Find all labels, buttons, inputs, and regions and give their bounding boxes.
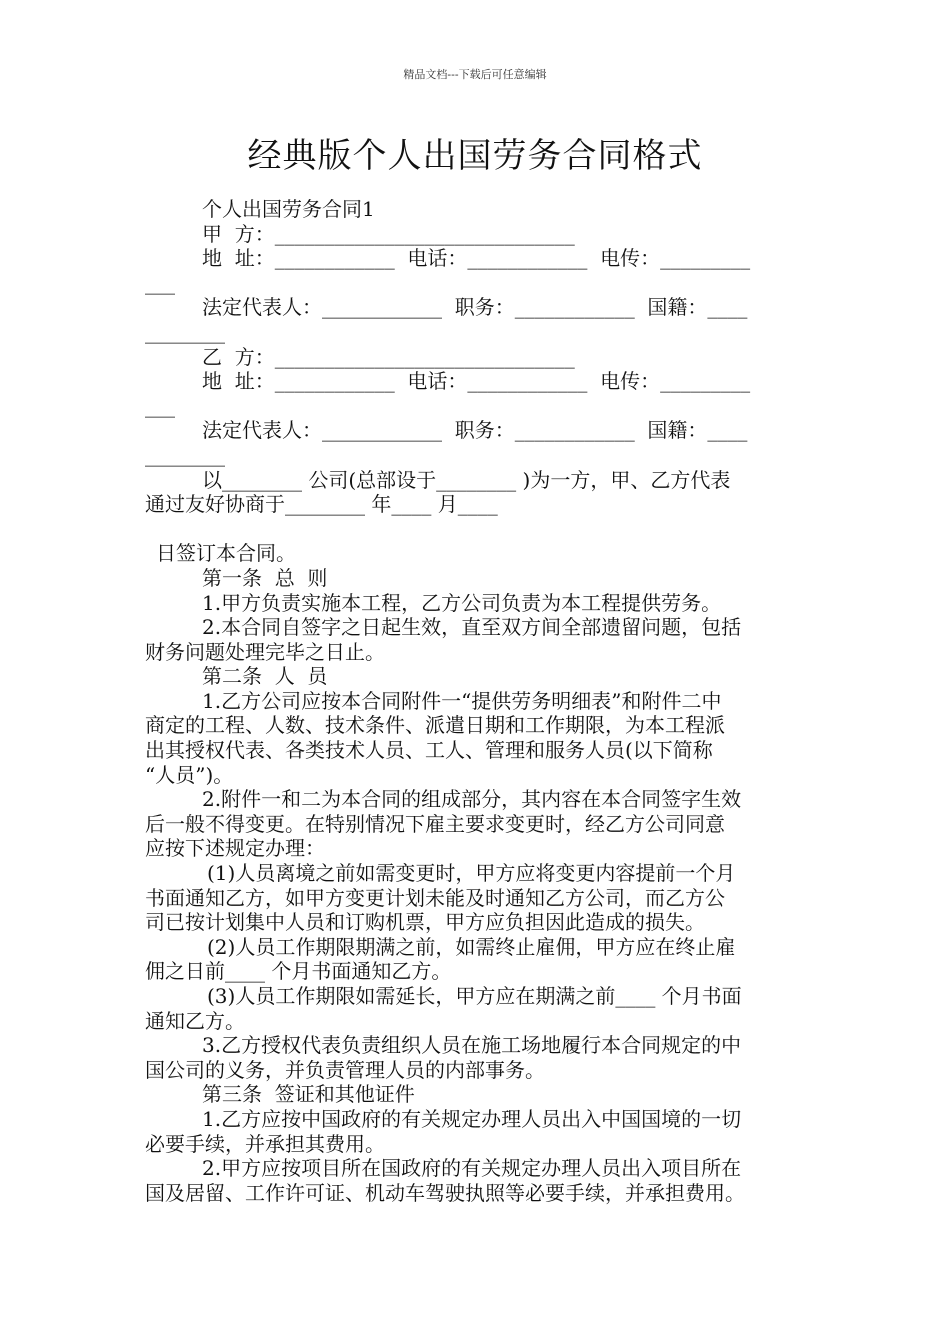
party-a-rep-cont: ________ — [145, 319, 225, 344]
article-2-clause-3: 3.乙方授权代表负责组织人员在施工场地履行本合同规定的中 — [202, 1033, 742, 1058]
party-a-line: 甲 方：______________________________ — [202, 221, 575, 246]
article-1-heading: 第一条 总 则 — [202, 565, 328, 590]
article-2-item-1: (1)人员离境之前如需变更时，甲方应将变更内容提前一个月 — [207, 861, 736, 886]
article-2-clause-1-cont: 出其授权代表、各类技术人员、工人、管理和服务人员(以下简称 — [145, 738, 713, 763]
party-b-rep-line: 法定代表人：____________ 职务：____________ 国籍：____ — [202, 418, 748, 443]
party-b-rep-cont: ________ — [145, 442, 225, 467]
article-3-clause-2: 2.甲方应按项目所在国政府的有关规定办理人员出入项目所在 — [202, 1156, 742, 1181]
article-2-clause-1-cont: “人员”)。 — [145, 762, 234, 787]
preamble-end: 日签订本合同。 — [156, 541, 296, 566]
article-2-clause-1: 1.乙方公司应按本合同附件一“提供劳务明细表”和附件二中 — [202, 688, 722, 713]
article-3-heading: 第三条 签证和其他证件 — [202, 1082, 415, 1107]
header-note: 精品文档---下载后可任意编辑 — [403, 68, 547, 81]
party-b-line: 乙 方：______________________________ — [202, 344, 575, 369]
article-2-clause-1-cont: 商定的工程、人数、技术条件、派遣日期和工作期限，为本工程派 — [145, 713, 725, 738]
preamble-cont: 通过友好协商于________ 年____ 月____ — [145, 492, 498, 517]
article-3-clause-1-cont: 必要手续，并承担其费用。 — [145, 1131, 385, 1156]
article-2-item-3-cont: 通知乙方。 — [145, 1008, 245, 1033]
document-title: 经典版个人出国劳务合同格式 — [247, 136, 703, 176]
party-b-address-line: 地 址：____________ 电话：____________ 电传：_________ — [202, 369, 751, 394]
article-2-item-1-cont: 书面通知乙方，如甲方变更计划未能及时通知乙方公司，而乙方公 — [145, 885, 725, 910]
article-2-clause-2-cont: 后一般不得变更。在特别情况下雇主要求变更时，经乙方公司同意 — [145, 811, 725, 836]
blank-line — [145, 517, 807, 542]
article-2-item-3: (3)人员工作期限如需延长，甲方应在期满之前____ 个月书面 — [207, 984, 742, 1008]
article-1-clause-2-cont: 财务问题处理完毕之日止。 — [145, 639, 385, 664]
document-body — [145, 197, 807, 1205]
article-2-item-2: (2)人员工作期限期满之前，如需终止雇佣，甲方应在终止雇 — [207, 934, 736, 959]
party-b-address-cont: ___ — [145, 393, 175, 418]
article-2-item-1-cont: 司已按计划集中人员和订购机票，甲方应负担因此造成的损失。 — [145, 910, 705, 935]
article-2-clause-2-cont: 应按下述规定办理： — [145, 836, 325, 861]
article-2-item-2-cont: 佣之日前____ 个月书面通知乙方。 — [145, 959, 452, 984]
article-2-heading: 第二条 人 员 — [202, 664, 328, 689]
preamble-line: 以________ 公司(总部设于________ )为一方，甲、乙方代表 — [202, 467, 731, 492]
party-a-address-cont: ___ — [145, 270, 175, 295]
article-3-clause-1: 1.乙方应按中国政府的有关规定办理人员出入中国国境的一切 — [202, 1106, 742, 1131]
article-1-clause-2: 2.本合同自签字之日起生效，直至双方间全部遗留问题，包括 — [202, 615, 742, 640]
contract-subtitle: 个人出国劳务合同1 — [202, 197, 375, 221]
party-a-address-line: 地 址：____________ 电话：____________ 电传：_________ — [202, 246, 751, 271]
party-a-rep-line: 法定代表人：____________ 职务：____________ 国籍：____ — [202, 295, 748, 320]
article-3-clause-2-cont: 国及居留、工作许可证、机动车驾驶执照等必要手续，并承担费用。 — [145, 1180, 745, 1205]
article-2-clause-3-cont: 国公司的义务，并负责管理人员的内部事务。 — [145, 1057, 545, 1082]
article-2-clause-2: 2.附件一和二为本合同的组成部分，其内容在本合同签字生效 — [202, 787, 742, 812]
article-1-clause-1: 1.甲方负责实施本工程，乙方公司负责为本工程提供劳务。 — [202, 590, 722, 615]
